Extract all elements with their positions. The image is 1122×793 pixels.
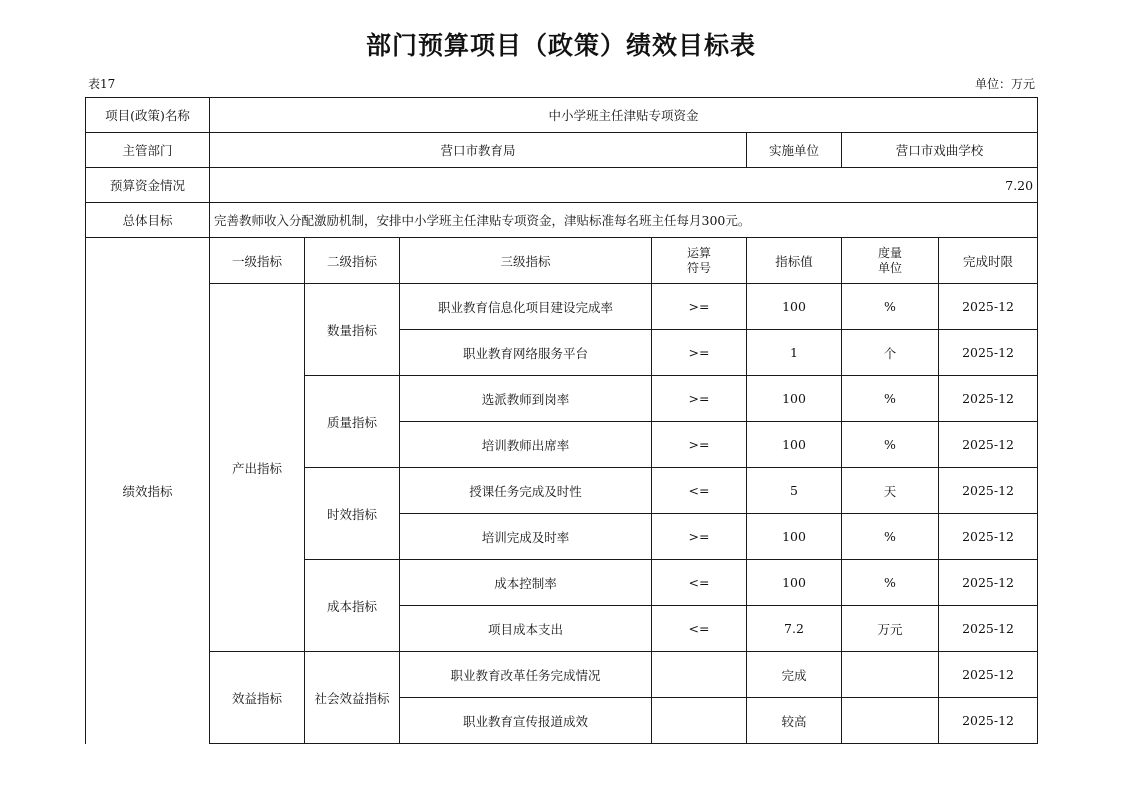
indicator-section-label: 绩效指标 (86, 238, 210, 744)
indicator-name: 职业教育网络服务平台 (400, 330, 652, 376)
performance-table (85, 97, 1038, 744)
indicator-deadline: 2025-12 (939, 330, 1038, 376)
indicator-value: 7.2 (747, 606, 842, 652)
indicator-value: 100 (747, 560, 842, 606)
indicator-operator (652, 698, 747, 744)
indicator-deadline: 2025-12 (939, 422, 1038, 468)
project-name-row (86, 98, 1038, 133)
indicator-name: 培训教师出席率 (400, 422, 652, 468)
indicator-name: 职业教育信息化项目建设完成率 (400, 284, 652, 330)
level2-quantity: 数量指标 (305, 284, 400, 376)
level2-quality: 质量指标 (305, 376, 400, 468)
indicator-operator: >= (652, 422, 747, 468)
indicator-value: 100 (747, 422, 842, 468)
indicator-operator: <= (652, 560, 747, 606)
header-level1: 一级指标 (210, 238, 305, 284)
indicator-operator: <= (652, 606, 747, 652)
table-row (86, 284, 1038, 330)
indicator-unit: % (842, 376, 939, 422)
indicator-operator: >= (652, 376, 747, 422)
indicator-deadline: 2025-12 (939, 376, 1038, 422)
indicator-value: 1 (747, 330, 842, 376)
indicator-value: 100 (747, 514, 842, 560)
indicator-operator: <= (652, 468, 747, 514)
indicator-deadline: 2025-12 (939, 606, 1038, 652)
department-value: 营口市教育局 (210, 133, 747, 168)
indicator-value: 100 (747, 284, 842, 330)
indicator-unit: % (842, 422, 939, 468)
level2-timeliness: 时效指标 (305, 468, 400, 560)
level2-cost: 成本指标 (305, 560, 400, 652)
budget-label: 预算资金情况 (86, 168, 210, 203)
indicator-unit: 万元 (842, 606, 939, 652)
indicator-deadline: 2025-12 (939, 468, 1038, 514)
budget-value: 7.20 (210, 168, 1038, 203)
department-label: 主管部门 (86, 133, 210, 168)
goal-label: 总体目标 (86, 203, 210, 238)
budget-row (86, 168, 1038, 203)
indicator-deadline: 2025-12 (939, 698, 1038, 744)
indicator-value: 5 (747, 468, 842, 514)
goal-value: 完善教师收入分配激励机制，安排中小学班主任津贴专项资金，津贴标准每名班主任每月300元。 (210, 203, 1038, 238)
header-deadline: 完成时限 (939, 238, 1038, 284)
indicator-operator: >= (652, 514, 747, 560)
indicator-value: 100 (747, 376, 842, 422)
indicator-unit: 个 (842, 330, 939, 376)
level1-benefit: 效益指标 (210, 652, 305, 744)
indicator-operator (652, 652, 747, 698)
indicator-unit: % (842, 284, 939, 330)
header-level3: 三级指标 (400, 238, 652, 284)
indicator-unit: 天 (842, 468, 939, 514)
header-unit: 度量 单位 (842, 238, 939, 284)
indicator-value: 较高 (747, 698, 842, 744)
indicator-name: 项目成本支出 (400, 606, 652, 652)
indicator-value: 完成 (747, 652, 842, 698)
project-name-value: 中小学班主任津贴专项资金 (210, 98, 1038, 133)
indicator-unit (842, 698, 939, 744)
indicator-deadline: 2025-12 (939, 560, 1038, 606)
indicator-deadline: 2025-12 (939, 284, 1038, 330)
header-operator: 运算 符号 (652, 238, 747, 284)
table-row (86, 652, 1038, 698)
level1-output: 产出指标 (210, 284, 305, 652)
indicator-name: 培训完成及时率 (400, 514, 652, 560)
header-value: 指标值 (747, 238, 842, 284)
indicator-unit: % (842, 560, 939, 606)
indicator-name: 成本控制率 (400, 560, 652, 606)
department-row (86, 133, 1038, 168)
indicator-deadline: 2025-12 (939, 652, 1038, 698)
level2-social-benefit: 社会效益指标 (305, 652, 400, 744)
indicator-operator: >= (652, 330, 747, 376)
unit-label: 单位：万元 (974, 77, 1035, 91)
indicator-unit (842, 652, 939, 698)
goal-row (86, 203, 1038, 238)
indicator-name: 选派教师到岗率 (400, 376, 652, 422)
indicator-operator: >= (652, 284, 747, 330)
page-title: 部门预算项目（政策）绩效目标表 (365, 31, 756, 60)
indicator-name: 授课任务完成及时性 (400, 468, 652, 514)
indicator-header-row (86, 238, 1038, 284)
implementer-label: 实施单位 (747, 133, 842, 168)
table-number: 表17 (88, 77, 116, 91)
indicator-name: 职业教育宣传报道成效 (400, 698, 652, 744)
header-level2: 二级指标 (305, 238, 400, 284)
project-name-label: 项目(政策)名称 (86, 98, 210, 133)
indicator-name: 职业教育改革任务完成情况 (400, 652, 652, 698)
implementer-value: 营口市戏曲学校 (842, 133, 1038, 168)
indicator-unit: % (842, 514, 939, 560)
indicator-deadline: 2025-12 (939, 514, 1038, 560)
